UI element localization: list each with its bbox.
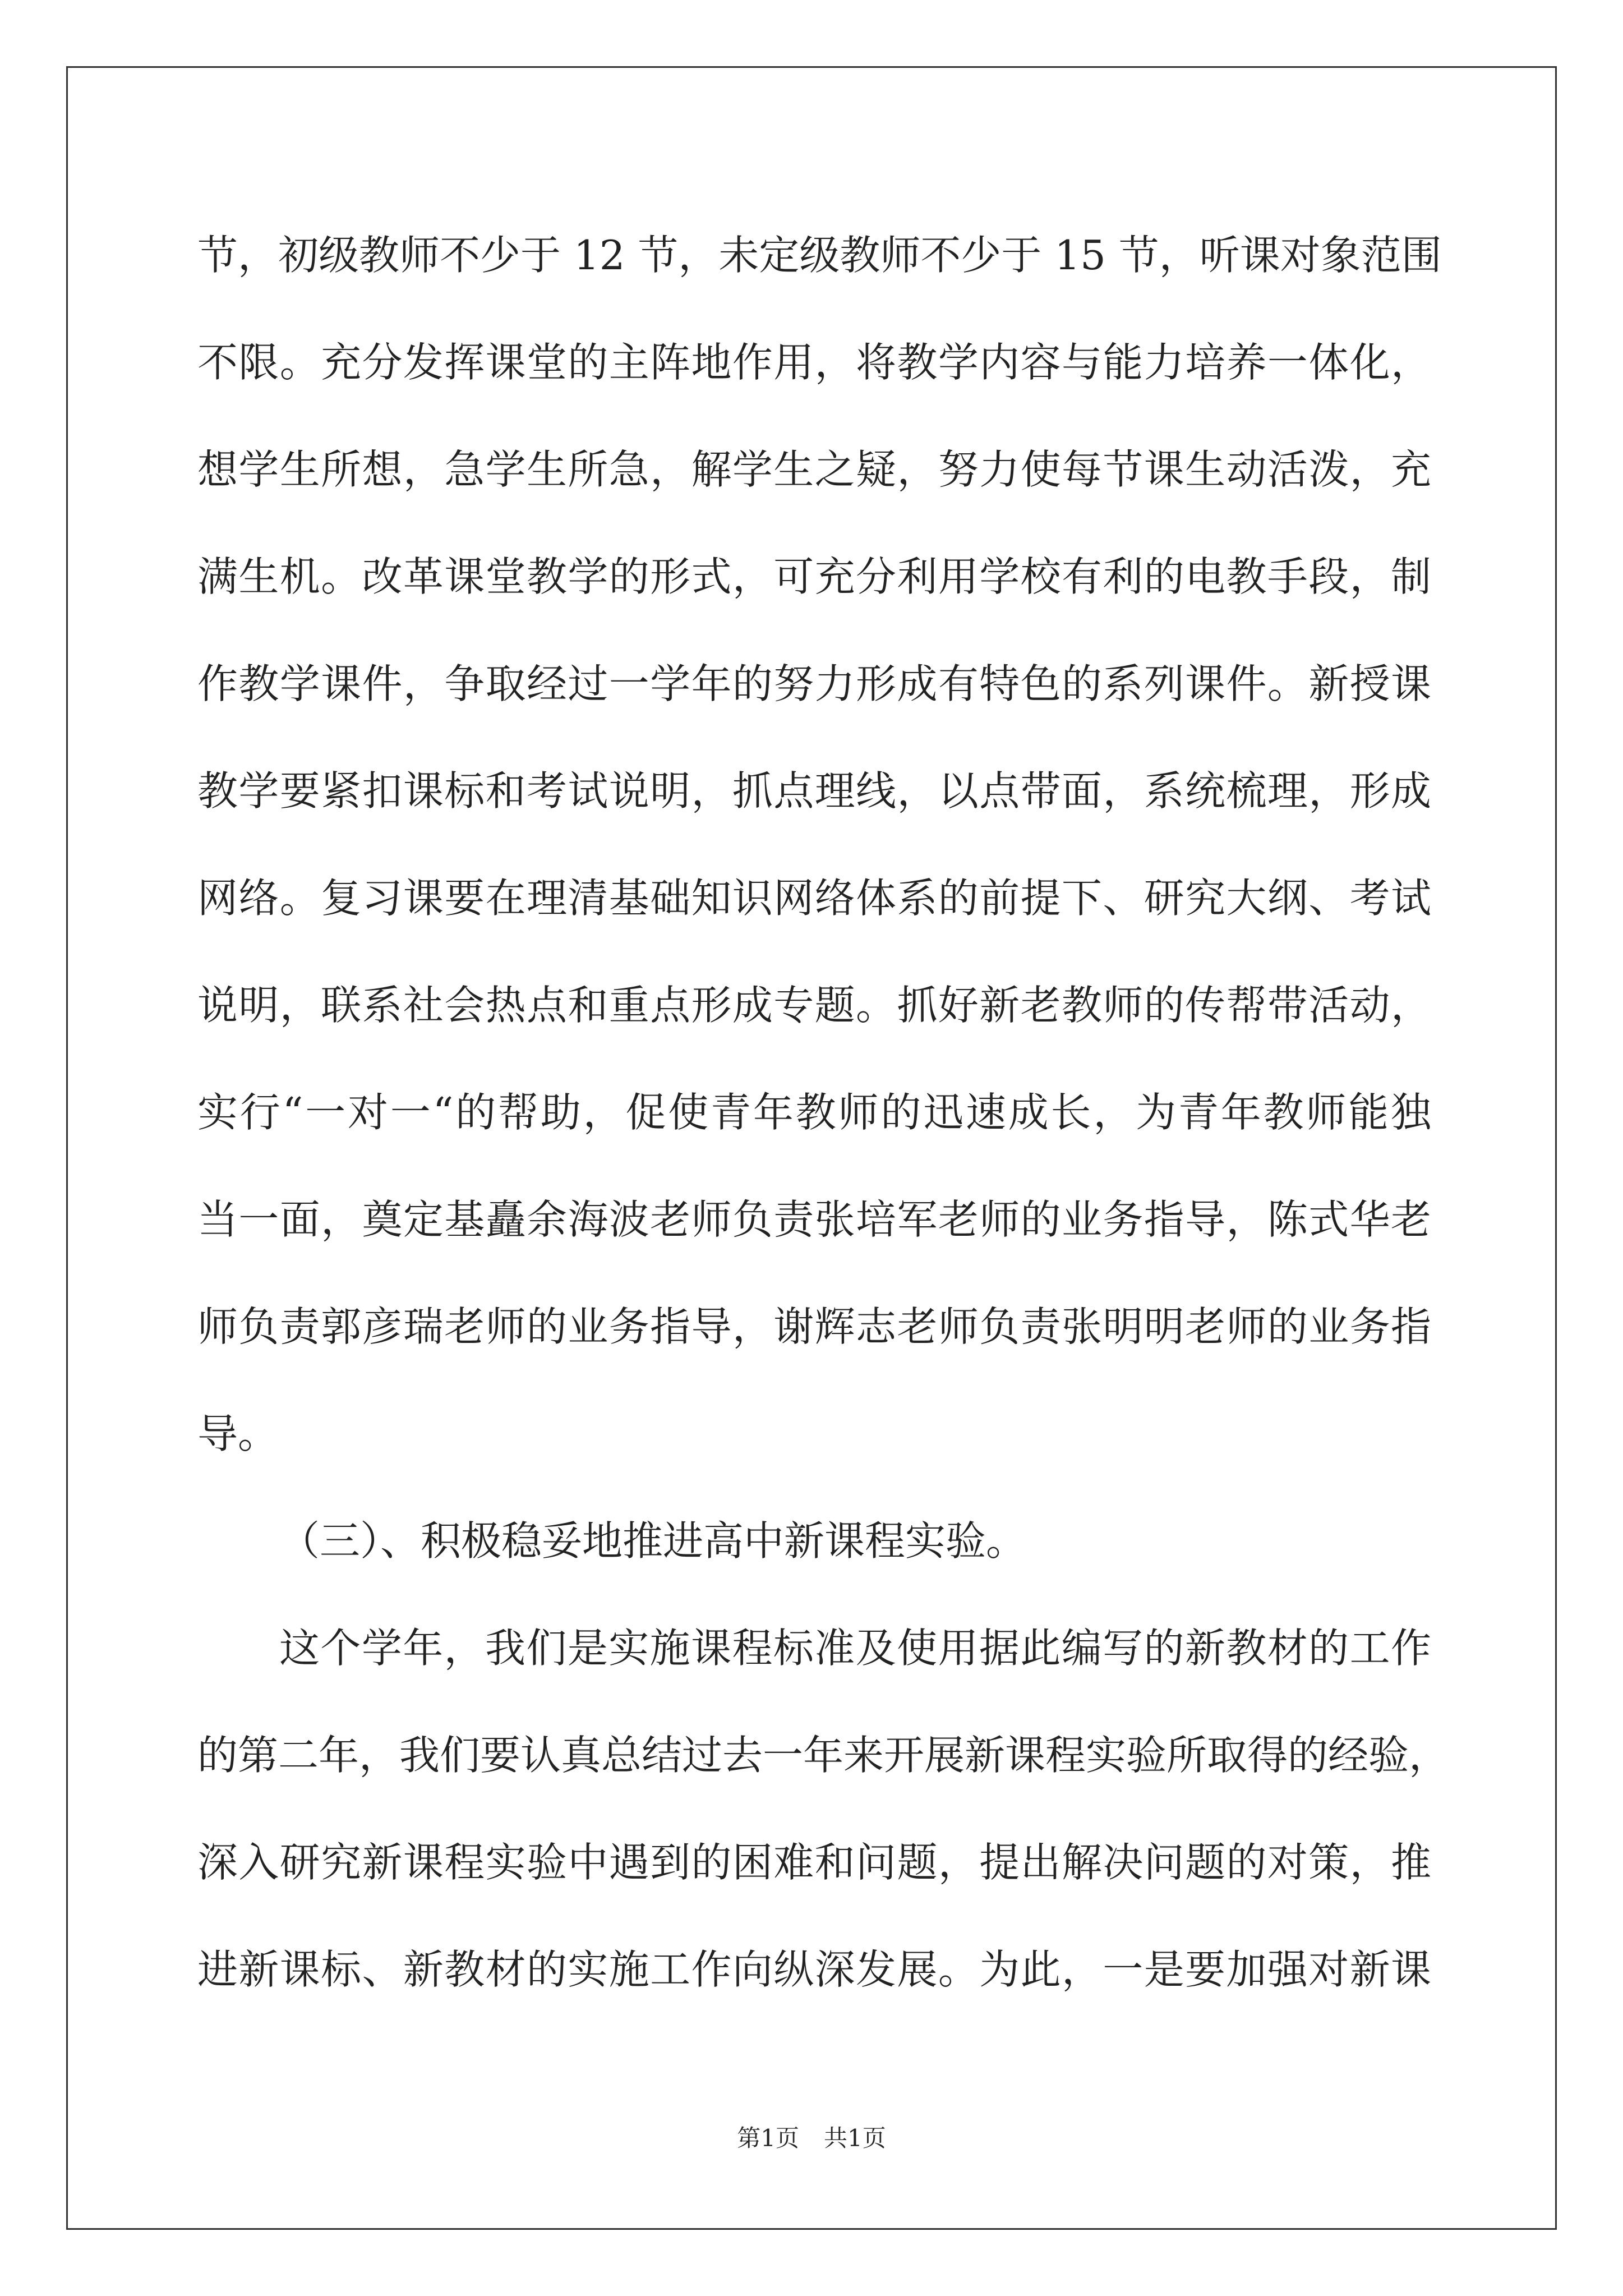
body-line-1: 节，初级教师不少于 12 节，未定级教师不少于 15 节，听课对象范围 — [197, 232, 1442, 279]
page-total: 共1页 — [824, 2124, 886, 2152]
paragraph2-line-4: 进新课标、新教材的实施工作向纵深发展。为此，一是要加强对新课 — [197, 1946, 1431, 1993]
body-line-3: 想学生所想，急学生所急，解学生之疑，努力使每节课生动活泼，充 — [197, 446, 1431, 493]
paragraph2-line-3: 深入研究新课程实验中遇到的困难和问题，提出解决问题的对策，推 — [197, 1839, 1431, 1886]
section-heading: （三）、积极稳妥地推进高中新课程实验。 — [279, 1517, 1027, 1565]
body-line-12: 导。 — [197, 1410, 279, 1457]
body-line-4: 满生机。改革课堂教学的形式，可充分利用学校有利的电教手段，制 — [197, 553, 1431, 600]
document-body — [197, 216, 1450, 2037]
body-line-11: 师负责郭彦瑞老师的业务指导，谢辉志老师负责张明明老师的业务指 — [197, 1303, 1431, 1350]
page-footer — [0, 2122, 1623, 2155]
paragraph2-line-2: 的第二年，我们要认真总结过去一年来开展新课程实验所取得的经验， — [197, 1732, 1450, 1779]
body-line-7: 网络。复习课要在理清基础知识网络体系的前提下、研究大纲、考试 — [197, 875, 1431, 922]
body-line-9: 实行“一对一“的帮助，促使青年教师的迅速成长，为青年教师能独 — [197, 1089, 1431, 1136]
body-line-6: 教学要紧扣课标和考试说明，抓点理线，以点带面，系统梳理，形成 — [197, 767, 1431, 815]
body-line-8: 说明，联系社会热点和重点形成专题。抓好新老教师的传帮带活动， — [197, 982, 1431, 1029]
paragraph2-line-1: 这个学年，我们是实施课程标准及使用据此编写的新教材的工作 — [279, 1625, 1431, 1672]
body-line-2: 不限。充分发挥课堂的主阵地作用，将教学内容与能力培养一体化， — [197, 339, 1431, 386]
body-line-5: 作教学课件，争取经过一学年的努力形成有特色的系列课件。新授课 — [197, 660, 1431, 707]
body-line-10: 当一面，奠定基矗余海波老师负责张培军老师的业务指导，陈式华老 — [197, 1196, 1431, 1243]
page-number: 第1页 — [737, 2124, 799, 2152]
